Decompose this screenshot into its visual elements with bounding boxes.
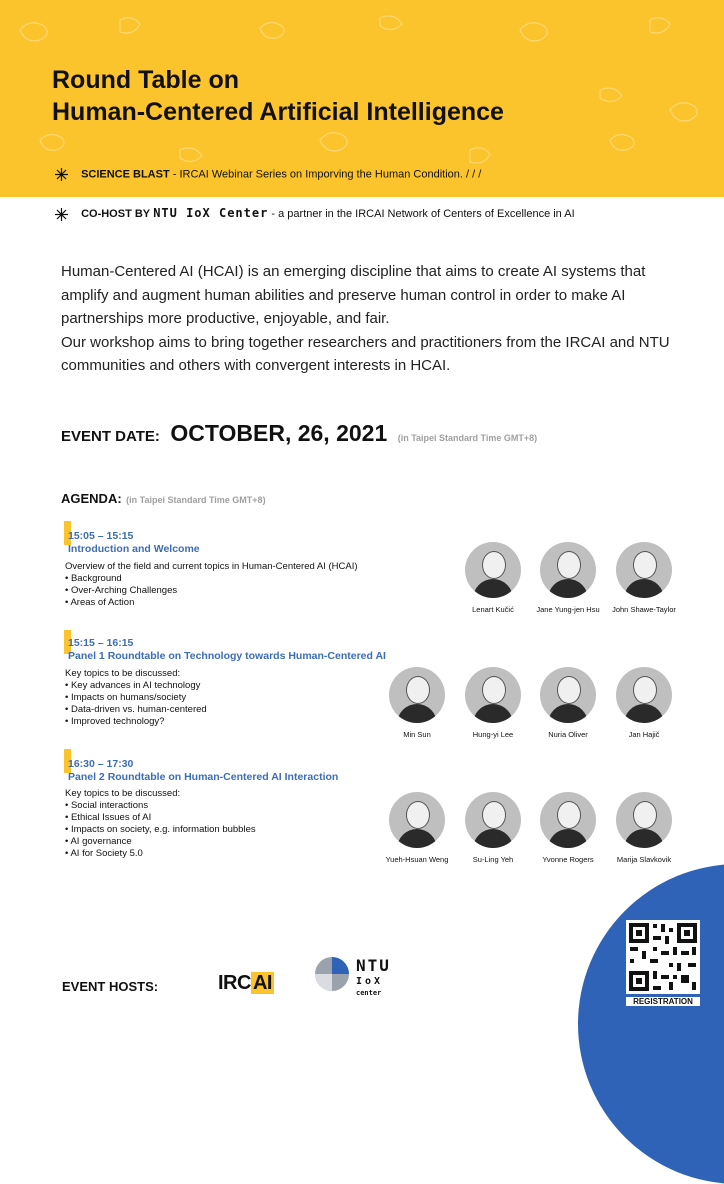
intro-text bbox=[61, 260, 681, 378]
list-item: • AI governance bbox=[65, 836, 256, 848]
list-item: • Improved technology? bbox=[65, 716, 207, 728]
session-title: Panel 1 Roundtable on Technology towards Human-Centered AI bbox=[68, 650, 386, 662]
list-item: • Impacts on humans/society bbox=[65, 692, 207, 704]
avatar bbox=[540, 542, 596, 598]
registration-label[interactable]: REGISTRATION bbox=[626, 997, 700, 1006]
speaker-card bbox=[530, 667, 606, 739]
series-description: - IRCAI Webinar Series on Imporving the Human Condition. / / / bbox=[169, 168, 482, 181]
list-item: • AI for Society 5.0 bbox=[65, 848, 256, 860]
session-title: Panel 2 Roundtable on Human-Centered AI Interaction bbox=[68, 771, 339, 783]
registration-qr-code[interactable] bbox=[626, 920, 700, 994]
list-item: • Areas of Action bbox=[65, 597, 358, 609]
ircai-logo: IRC AI bbox=[218, 972, 272, 994]
list-item: • Over-Arching Challenges bbox=[65, 585, 358, 597]
avatar bbox=[465, 542, 521, 598]
speaker-card bbox=[455, 667, 531, 739]
list-item: • Background bbox=[65, 573, 358, 585]
session-details bbox=[65, 561, 358, 609]
speaker-name: Yueh-Hsuan Weng bbox=[385, 855, 449, 864]
session-time: 15:05 – 15:15 bbox=[68, 530, 134, 542]
speaker-name: Jane Yung-jen Hsu bbox=[536, 605, 600, 614]
speaker-name: Jan Hajič bbox=[628, 730, 660, 739]
speaker-card bbox=[455, 542, 531, 614]
intro-paragraph-2: Our workshop aims to bring together researchers and practitioners from the IRCAI and NTU communities and others with convergent interests in HCAI. bbox=[61, 333, 670, 374]
list-item: • Ethical Issues of AI bbox=[65, 812, 256, 824]
session-intro: Key topics to be discussed: bbox=[65, 788, 181, 799]
speaker-name: Nuria Oliver bbox=[548, 730, 588, 739]
cohost-line bbox=[55, 206, 575, 221]
title-line-2: Human-Centered Artificial Intelligence bbox=[52, 98, 504, 126]
intro-paragraph-1: Human-Centered AI (HCAI) is an emerging discipline that aims to create AI systems that amplify and augment human abilities and preserve human control in order to make AI partnerships more productive, enjoyable, and fair. bbox=[61, 263, 646, 327]
avatar bbox=[616, 792, 672, 848]
cohost-description: - a partner in the IRCAI Network of Centers of Excellence in AI bbox=[268, 208, 575, 220]
ntu-logo-mark-icon bbox=[314, 956, 350, 992]
event-date-value: OCTOBER, 26, 2021 bbox=[170, 420, 388, 446]
avatar bbox=[465, 792, 521, 848]
avatar bbox=[540, 667, 596, 723]
session-details bbox=[65, 788, 256, 860]
speaker-name: Hung-yi Lee bbox=[472, 730, 514, 739]
event-date-timezone: (in Taipei Standard Time GMT+8) bbox=[397, 433, 538, 443]
speaker-name: Min Sun bbox=[403, 730, 431, 739]
speaker-name: Lenart Kučić bbox=[472, 605, 514, 614]
session-intro: Overview of the field and current topics in Human-Centered AI (HCAI) bbox=[65, 561, 358, 572]
session-details bbox=[65, 668, 207, 728]
starburst-icon bbox=[55, 168, 68, 181]
event-date bbox=[61, 420, 537, 447]
avatar bbox=[616, 667, 672, 723]
series-name: SCIENCE BLAST bbox=[81, 168, 170, 181]
starburst-icon bbox=[55, 208, 68, 221]
event-date-label: EVENT DATE: bbox=[61, 428, 160, 445]
session-intro: Key topics to be discussed: bbox=[65, 668, 181, 679]
list-item: • Impacts on society, e.g. information bubbles bbox=[65, 824, 256, 836]
page-title bbox=[52, 64, 504, 128]
list-item: • Data-driven vs. human-centered bbox=[65, 704, 207, 716]
agenda-heading bbox=[61, 490, 266, 508]
speaker-card bbox=[455, 792, 531, 864]
cohost-org: NTU IoX Center bbox=[153, 206, 269, 220]
agenda-label: AGENDA: bbox=[61, 491, 122, 506]
avatar bbox=[540, 792, 596, 848]
avatar bbox=[389, 792, 445, 848]
event-hosts-label: EVENT HOSTS: bbox=[62, 979, 159, 994]
list-item: • Key advances in AI technology bbox=[65, 680, 207, 692]
avatar bbox=[465, 667, 521, 723]
avatar bbox=[616, 542, 672, 598]
speaker-card bbox=[606, 792, 682, 864]
session-time: 16:30 – 17:30 bbox=[68, 758, 134, 770]
avatar bbox=[389, 667, 445, 723]
speaker-card bbox=[379, 792, 455, 864]
session-time: 15:15 – 16:15 bbox=[68, 637, 134, 649]
series-line bbox=[55, 168, 481, 181]
speaker-name: John Shawe-Taylor bbox=[612, 605, 676, 614]
corner-decoration bbox=[578, 864, 724, 1184]
speaker-card bbox=[530, 792, 606, 864]
title-line-1: Round Table on bbox=[52, 66, 240, 94]
speaker-card bbox=[530, 542, 606, 614]
speaker-card bbox=[606, 667, 682, 739]
speaker-name: Marija Slavkovik bbox=[616, 855, 672, 864]
speaker-card bbox=[606, 542, 682, 614]
speaker-card bbox=[379, 667, 455, 739]
agenda-timezone: (in Taipei Standard Time GMT+8) bbox=[126, 495, 266, 505]
session-title: Introduction and Welcome bbox=[68, 543, 200, 555]
ntu-iox-logo: NTU IoX center bbox=[314, 956, 350, 997]
speaker-name: Su-Ling Yeh bbox=[472, 855, 514, 864]
cohost-label: CO-HOST BY bbox=[81, 208, 151, 220]
list-item: • Social interactions bbox=[65, 800, 256, 812]
speaker-name: Yvonne Rogers bbox=[542, 855, 594, 864]
